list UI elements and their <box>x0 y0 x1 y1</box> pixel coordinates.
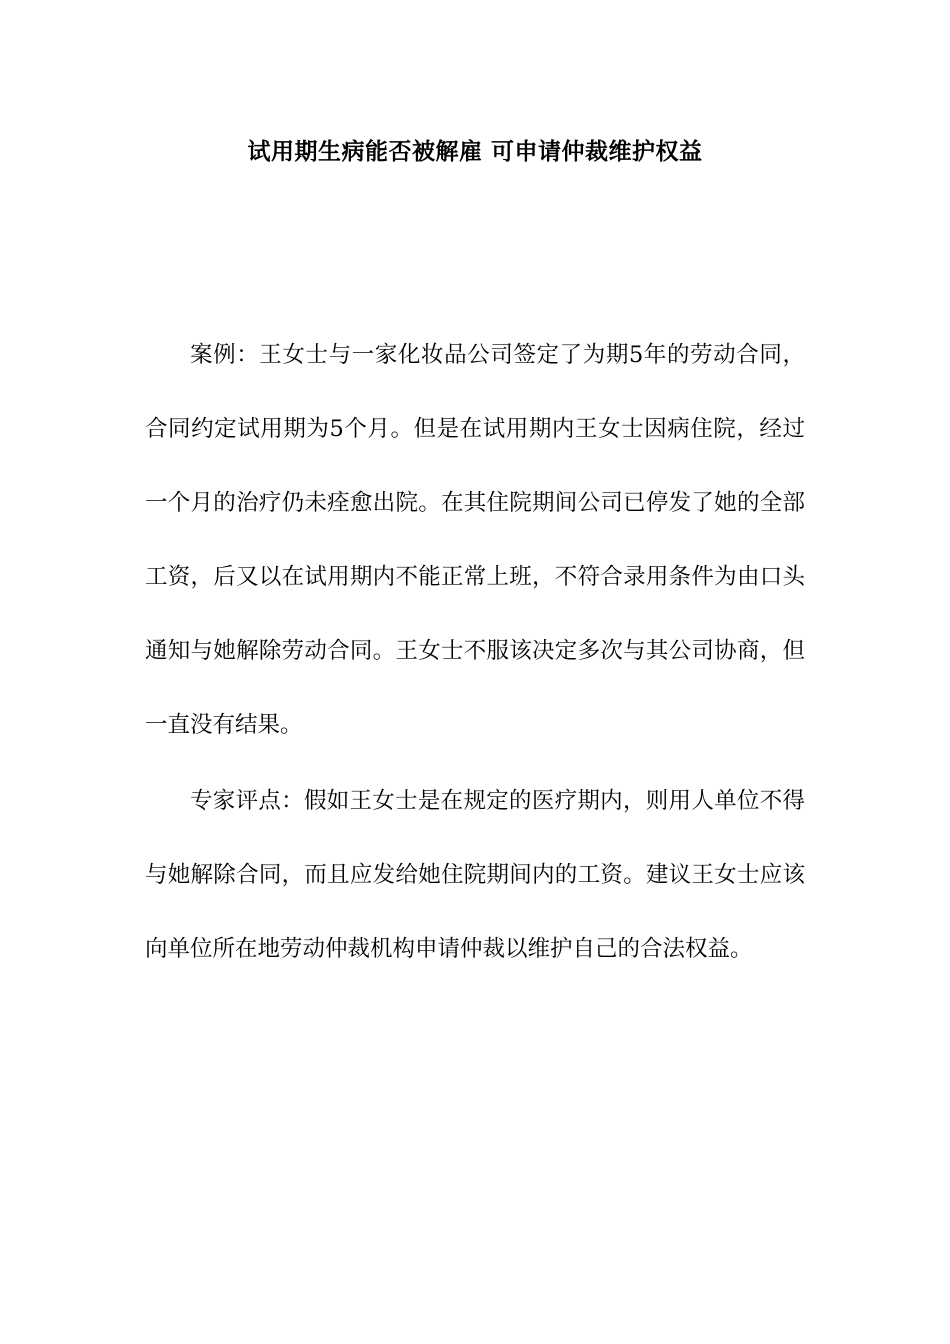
expert-comment-paragraph: 专家评点：假如王女士是在规定的医疗期内，则用人单位不得与她解除合同，而且应发给她住院期间内的工资。建议王女士应该向单位所在地劳动仲裁机构申请仲裁以维护自己的合法权益。 <box>145 788 805 962</box>
document-title: 试用期生病能否被解雇 可申请仲裁维护权益 <box>247 139 703 165</box>
case-paragraph: 案例：王女士与一家化妆品公司签定了为期5年的劳动合同，合同约定试用期为5个月。但是在试用期内王女士因病住院，经过一个月的治疗仍未痊愈出院。在其住院期间公司已停发了她的全部工资，后又以在试用期内不能正常上班，不符合录用条件为由口头通知与她解除劳动合同。王女士不服该决定多次与其公司协商，但一直没有结果。 <box>145 342 805 738</box>
